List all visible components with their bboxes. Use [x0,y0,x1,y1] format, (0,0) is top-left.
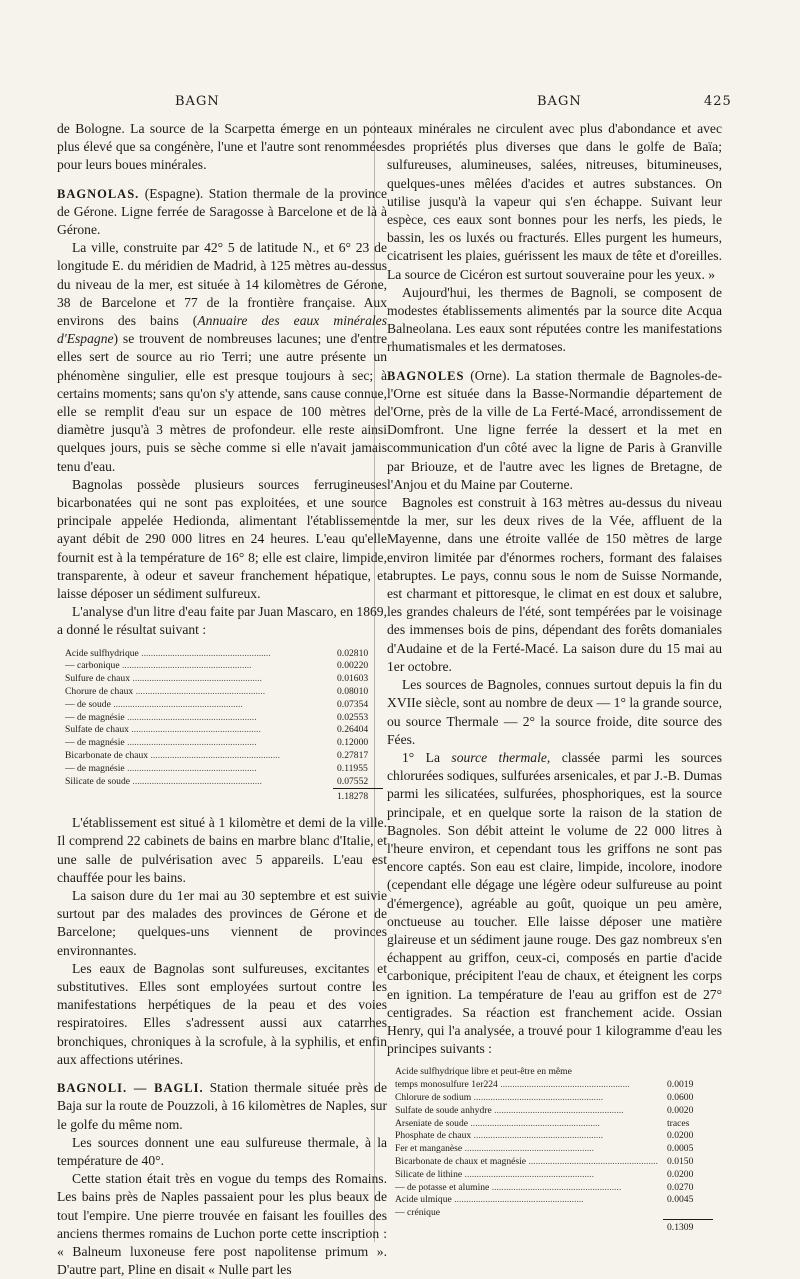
analysis-label: — de magnésie ..... [65,763,257,774]
analysis-row [65,724,383,737]
analysis-row [395,1207,713,1220]
entry-bagnoles [387,367,722,494]
analysis-total: 0.1309 [663,1220,713,1235]
left-column [57,120,387,1279]
analysis-value: 0.0200 [667,1130,694,1142]
headword: BAGNOLAS. [57,186,140,201]
analysis-label: — de potasse et alumine ..... [395,1182,621,1193]
headword: BAGNOLI. — BAGLI. [57,1081,204,1096]
italic-term: source thermale [451,749,547,765]
analysis-row [395,1169,713,1182]
paragraph [387,749,722,1058]
analysis-label: Phosphate de chaux ..... [395,1130,603,1141]
analysis-value: 0.26404 [337,724,369,736]
analysis-row [395,1079,713,1092]
paragraph: Cette station était très en vogue du temps des Romains. Les bains près de Naples passaient pour les plus beaux de tout l'empire. Une pierre trouvée en faisant les fouilles des anciens thermes romains de Luchon porte cette inscription : « Balneum luxoneuse fere post napolitense primum ». D'autre part, Pline en disait « Nulle part les [57,1171,387,1278]
analysis-label: Sulfure de chaux ..... [65,673,262,684]
analysis-label: — de magnésie ..... [65,737,257,748]
analysis-value: 0.12000 [337,737,369,749]
paragraph-text: ) se trouvent de nombreuses lacunes; une d'entre elles sert de source au rio Terri; une autre présente un phénomène singulier, elle est presque toujours à sec; à certains moments; sans qu'on s'y attende, sans cause connue, elle se remplit d'eau sur un espace de 100 mètres de diamètre jusqu'à 3 mètres de profondeur. elle reste ainsi quelques jours, puis se sèche comme si elle n'avait jamais tenu d'eau. [57,331,387,474]
analysis-row [65,686,383,699]
analysis-row [65,737,383,750]
paragraph-text: , classée parmi les sources chlorurées sodiques, sulfurées arsenicales, et par J.-B. Dumas parmi les silicatées, sulfurées, phosphoriques, est la source principale, et en quelque sorte la raison de la station de Bagnoles. Son débit atteint le volume de 22 000 litres à l'heure environ, et cependant tous les griffons ne sont pas encore captés. Son eau est claire, limpide, incolore, inodore (cependant elle dégage une légère odeur sulfureuse au point d'émergence), agréable au goût, quoique un peu amère, onctueuse au toucher. Elle laisse déposer une matière glaireuse et un sédiment jaune rouge. Des gaz nombreux s'en échappent au griffon, ceux-ci, composés en partie d'acide carbonique, précipitent l'eau de chaux, et éteignent les corps en ignition. La température de l'eau au griffon est de 27° centigrades. Sa réaction est franchement acide. Ossian Henry, qui l'a analysée, a trouvé pour 1 kilogramme d'eau les principes suivants : [387,749,723,1057]
analysis-label: Silicate de soude ..... [65,776,262,787]
analysis-row [65,750,383,763]
page-number: 425 [704,94,732,109]
analysis-row [395,1182,713,1195]
analysis-value: 0.0150 [667,1155,694,1167]
paragraph: Les eaux de Bagnolas sont sulfureuses, excitantes et substitutives. Elles sont employées surtout contre les manifestations herpétiques de la peau et des voies respiratoires. Elles s'adressent aussi aux catarrhes bronchiques, chroniques à la scrofule, à la syphilis, et enfin aux affections utérines. [57,960,387,1067]
analysis-row [395,1118,713,1131]
analysis-row [65,763,383,776]
analysis-row [65,699,383,712]
analysis-value: traces [667,1117,690,1129]
analysis-value: 0.08010 [337,686,369,698]
analysis-label: temps monosulfure 1er224 ..... [395,1079,630,1090]
analysis-label: Sulfate de chaux ..... [65,724,261,735]
headword: BAGNOLES [387,368,465,383]
italic-title: Annuaire des eaux minérales d'Espagne [57,313,387,347]
analysis-value: 0.0005 [667,1143,694,1155]
paragraph: Bagnolas possède plusieurs sources ferrugineuses bicarbonatées qui ne sont pas exploitées, et une source principale appelée Hedionda, alimentant l'établissement ayant débit de 290 000 litres en 24 heures. L'eau qu'elle fournit est à la température de 16° 8; elle est claire, limpide, transparente, à odeur et saveur franchement hépatique, et laisse déposer un sédiment sulfureux. [57,476,387,602]
paragraph: Aujourd'hui, les thermes de Bagnoli, se composent de modestes établissements alimentés par la source dite Acqua Balneolana. Les eaux sont réputées contre les manifestations rhumatismales et les dermatoses. [387,284,722,355]
analysis-label: — de soude ..... [65,699,243,710]
paragraph: de Bologne. La source de la Scarpetta émerge en un pont plus élevé que sa congénère, l'une et l'autre sont renommées pour leurs boues minérales. [57,121,387,173]
analysis-value: 0.0600 [667,1091,694,1103]
paragraph: Les sources donnent une eau sulfureuse thermale, à la température de 40°. [57,1134,387,1168]
analysis-value: 0.0200 [667,1168,694,1180]
analysis-label: — de magnésie ..... [65,712,257,723]
analysis-row [395,1143,713,1156]
analysis-label: Bicarbonate de chaux et magnésie ..... [395,1156,658,1167]
paragraph: eaux minérales ne circulent avec plus d'abondance et avec des propriétés plus diverses que dans le golfe de Baïa; sulfureuses, alumineuses, salées, nitreuses, bitumineuses, quelques-unes mêlées d'acides et autres substances. On utilise jusqu'à la vapeur qui s'en échappe. Suivant leur espèce, ces eaux sont bonnes pour les nerfs, les pieds, le bassin, les os luxés ou fracturés. Elles purgent les humeurs, cicatrisent les plaies, guérissent les maux de tête et d'oreilles. La source de Cicéron est surtout souveraine pour les yeux. » [387,121,722,282]
analysis-row [395,1130,713,1143]
analysis-total: 1.18278 [333,789,383,804]
paragraph-text: La ville, construite par 42° 5 de latitude N., et 6° 23 de longitude E. du méridien de Madrid, à 125 mètres au-dessus du niveau de la mer, est située à 14 kilomètres de Gérone, 38 de Barcelone et 77 de la frontière française. Aux environs des bains ( [57,240,387,329]
analysis-row [395,1105,713,1118]
analysis-value: 0.02553 [337,711,369,723]
analysis-row [65,776,383,789]
analysis-label: Silicate de lithine ..... [395,1169,594,1180]
analysis-label: Arseniate de soude ..... [395,1118,600,1129]
analysis-value: 0.27817 [337,750,369,762]
paragraph-text: (Orne). La station thermale de Bagnoles-de-l'Orne est située dans la Basse-Normandie département de l'Orne, près de la ville de La Ferté-Macé, arrondissement de Domfront. Une ligne ferrée la dessert et la met en communication d'un côté avec la ligne de Paris à Granville par Briouze, et de l'autre avec les lignes de Bretagne, de l'Anjou et du Maine par Couterne. [387,367,722,492]
analysis-label: Fer et manganèse ..... [395,1143,594,1154]
analysis-row [395,1066,713,1079]
analysis-value: 0.00220 [337,660,369,672]
right-column [387,120,722,1245]
analysis-value [663,1066,713,1079]
analysis-total-row [395,1220,713,1235]
paragraph-text: (Espagne). Station thermale de la province de Gérone. Ligne ferrée de Saragosse à Barcelone et de là à Gérone. [57,185,388,238]
analysis-value: 0.0045 [667,1194,694,1206]
analysis-value: 0.0270 [667,1181,694,1193]
analysis-row [395,1156,713,1169]
analysis-label: Bicarbonate de chaux ..... [65,750,280,761]
analysis-table-right [395,1066,713,1235]
paragraph [57,239,387,476]
analysis-value: 0.07354 [337,698,369,710]
analysis-value: 0.0019 [667,1079,694,1091]
analysis-label: Acide sulfhydrique ..... [65,648,271,659]
analysis-value [663,1207,713,1220]
paragraph-text: 1° La [402,749,452,765]
entry-bagnoli [57,1079,387,1134]
analysis-row [395,1092,713,1105]
analysis-value: 0.01603 [337,673,369,685]
analysis-row [65,660,383,673]
analysis-total-row [65,789,383,804]
analysis-label: Sulfate de soude anhydre ..... [395,1105,624,1116]
analysis-value: 0.07552 [337,775,369,787]
analysis-label: — crénique [395,1207,441,1219]
analysis-label: — carbonique ..... [65,660,252,671]
paragraph: Les sources de Bagnoles, connues surtout depuis la fin du XVIIe siècle, sont au nombre de deux — 1° la grande source, ou source Thermale — 2° la source froide, dite source des Fées. [387,677,722,747]
analysis-value: 0.02810 [337,647,369,659]
paragraph-text: Station thermale située près de Baja sur la route de Pouzzoli, à 16 kilomètres de Naples, sur le golfe du même nom. [57,1080,387,1132]
analysis-label: Acide ulmique ..... [395,1194,584,1205]
analysis-label: Chorure de chaux ..... [65,686,265,697]
analysis-table-left [65,648,383,805]
analysis-row [65,648,383,661]
analysis-value: 0.0020 [667,1104,694,1116]
analysis-label: Chlorure de sodium ..... [395,1092,603,1103]
paragraph: La saison dure du 1er mai au 30 septembre et est suivie surtout par des malades des provinces de Gérone et de Barcelone; quelques-uns viennent de provinces environnantes. [57,888,387,958]
running-head-left: BAGN [175,94,220,109]
paragraph: Bagnoles est construit à 163 mètres au-dessus du niveau de la mer, sur les deux rives de la Vée, affluent de la Mayenne, dans une étroite vallée de 150 mètres de large environ limitée par d'énormes rochers, formant des falaises abruptes. Le pays, connu sous le nom de Suisse Normande, est charmant et pittoresque, le climat en est doux et salubre, les grandes chaleurs de l'été, sont tempérées par le voisinage des immenses bois de pins, dépendant des forêts domaniales d'Audaine et de la Ferté-Macé. La saison dure du 15 mai au 1er octobre. [387,495,722,674]
paragraph: L'établissement est situé à 1 kilomètre et demi de la ville. Il comprend 22 cabinets de bains en marbre blanc d'Italie, et une salle de pulvérisation avec 5 appareils. L'eau est chauffée pour les bains. [57,815,387,885]
analysis-row [395,1194,713,1207]
analysis-row [65,673,383,686]
analysis-value: 0.11955 [337,762,368,774]
analysis-label: Acide sulfhydrique libre et peut-être en même [395,1066,572,1078]
paragraph: L'analyse d'un litre d'eau faite par Juan Mascaro, en 1869, a donné le résultat suivant : [57,604,387,638]
analysis-row [65,712,383,725]
entry-bagnolas [57,185,387,240]
running-head-center: BAGN [537,94,582,109]
